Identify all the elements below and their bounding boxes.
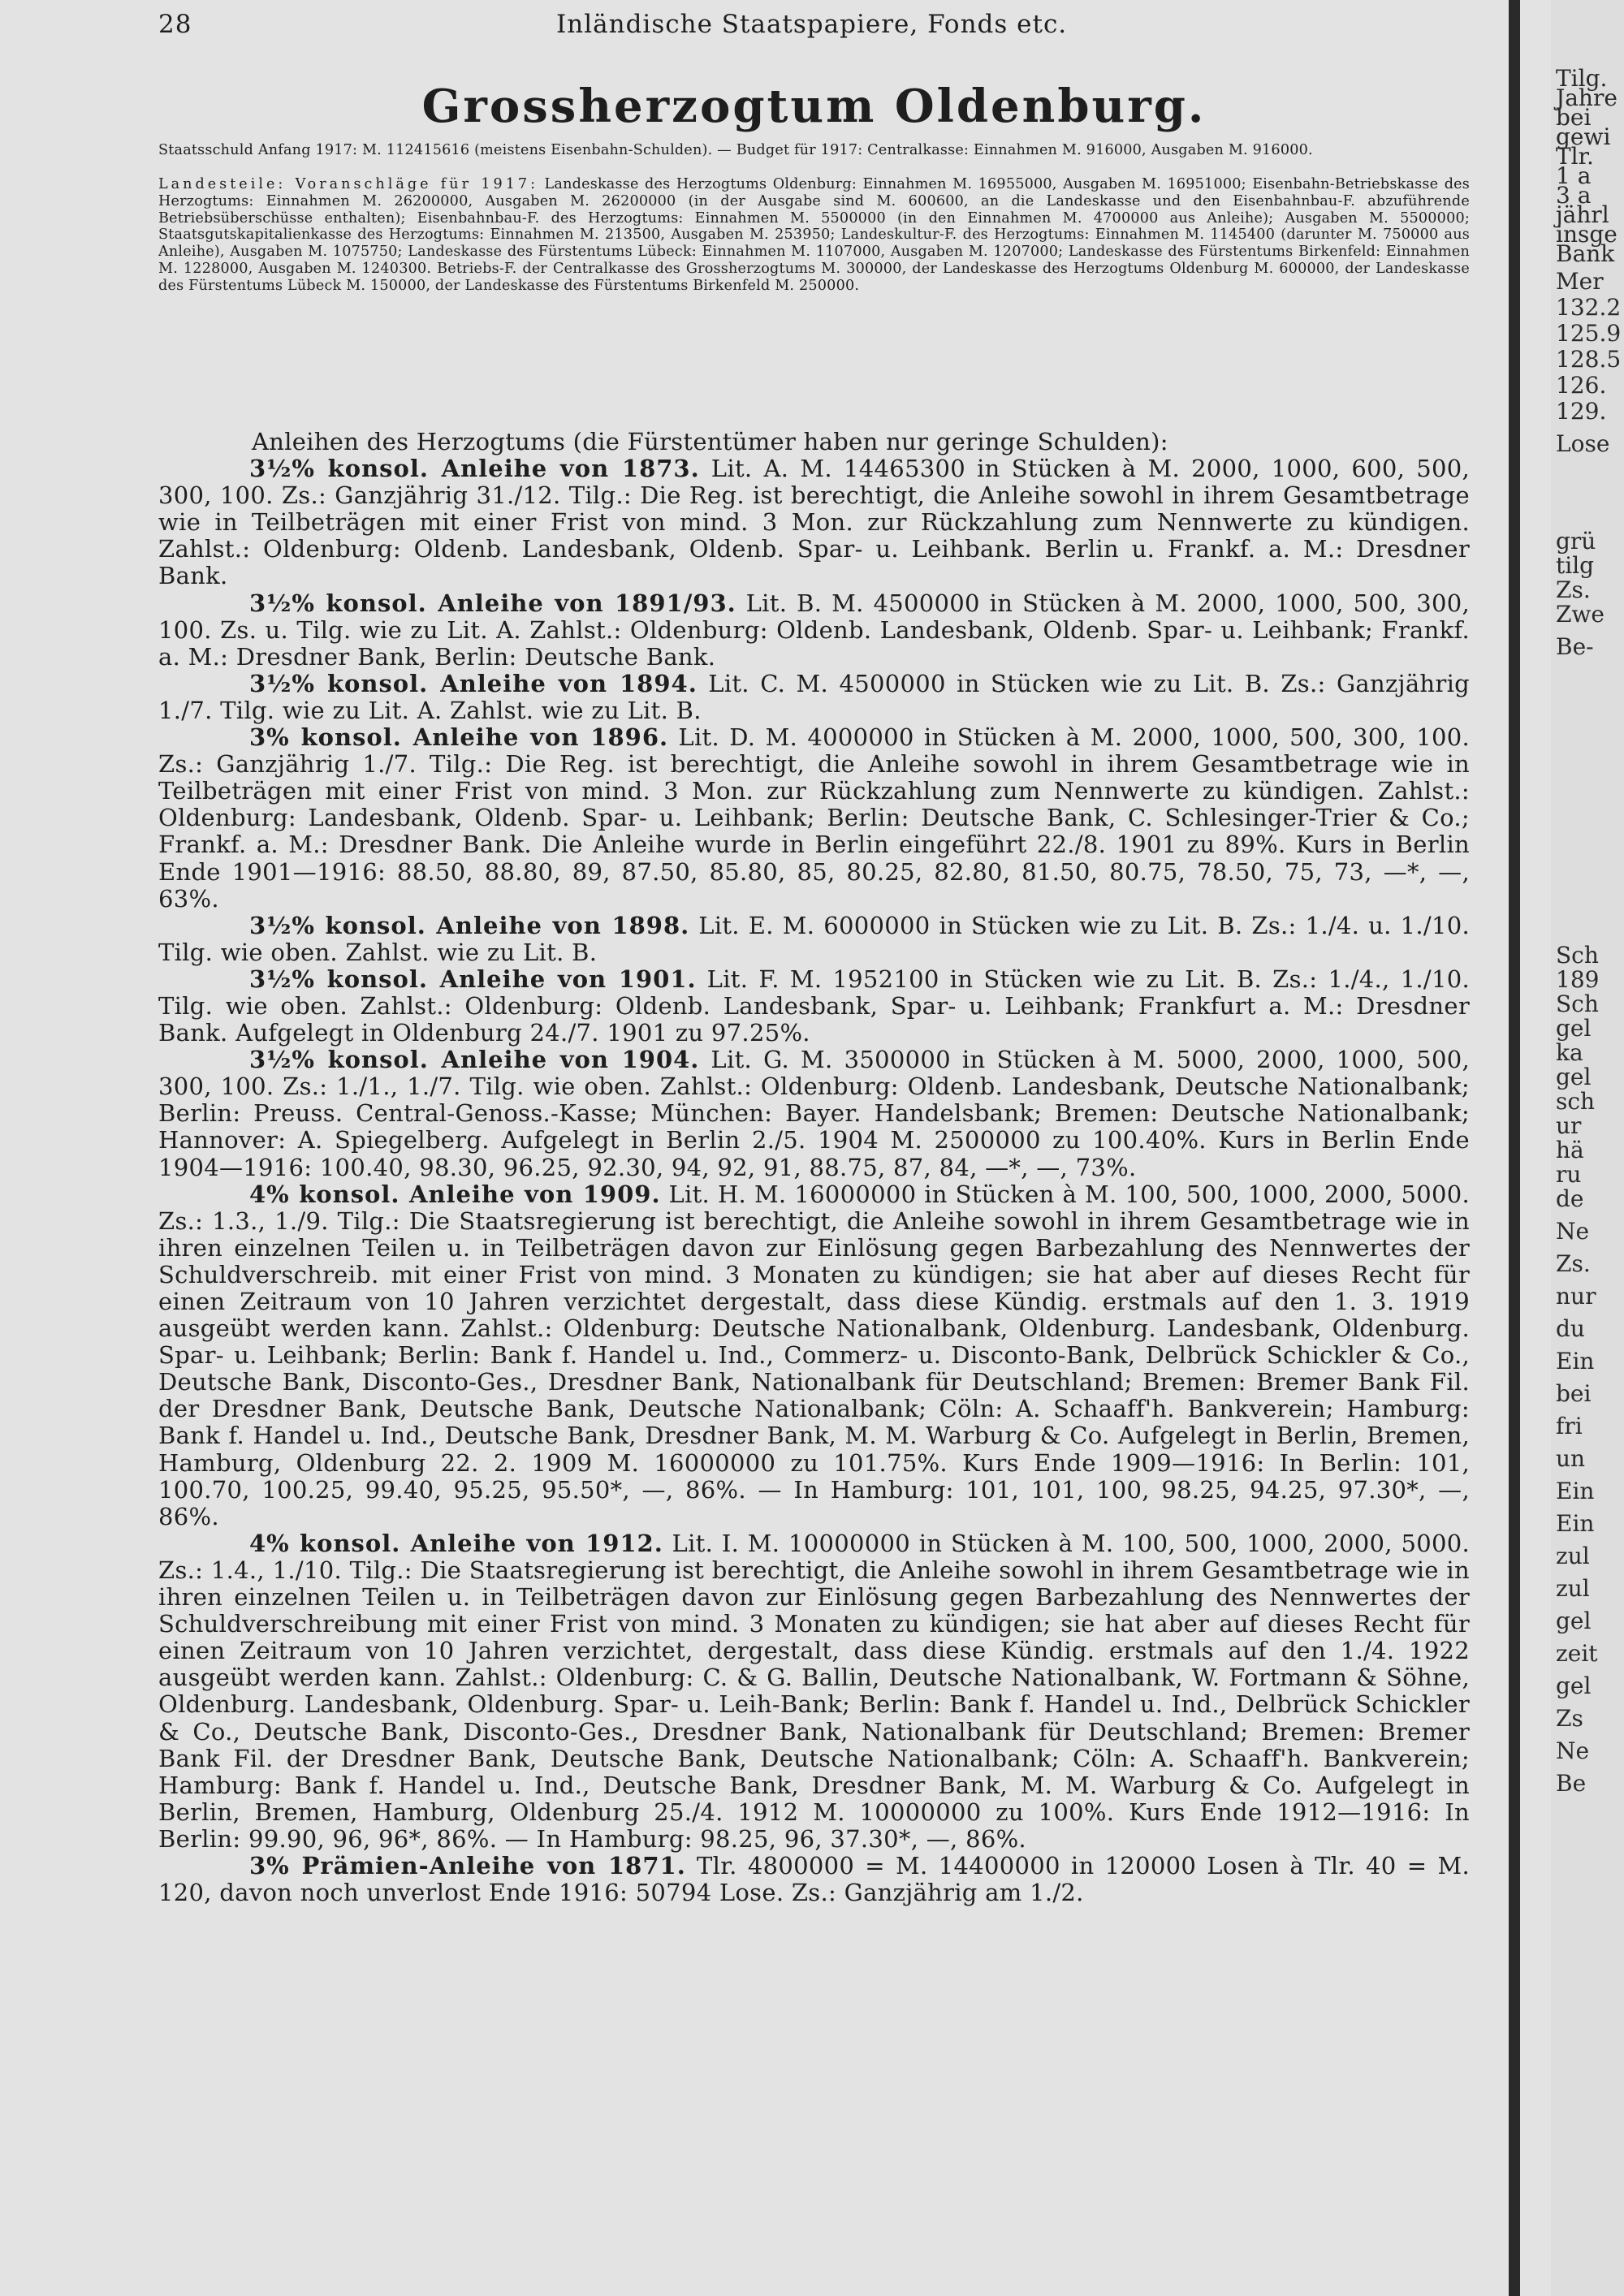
adjacent-page-fragment: 189 — [1556, 966, 1600, 993]
loan-entry — [158, 1047, 1470, 1180]
adjacent-page-fragment: grü — [1556, 528, 1596, 555]
loans-intro: Anleihen des Herzogtums (die Fürstentümer haben nur geringe Schulden): — [252, 428, 1168, 455]
adjacent-page-fragment: zul — [1556, 1543, 1590, 1569]
loan-text: Tlr. 4800000 = M. 14400000 in 120000 Losen à Tlr. 40 = M. 120, davon noch unverlost Ende 1916: 50794 Lose. Zs.: Ganzjährig am 1./2. — [158, 1851, 1470, 1907]
loan-text: Lit. G. M. 3500000 in Stücken à M. 5000, 2000, 1000, 500, 300, 100. Zs.: 1./1., 1./7. Tilg. wie oben. Zahlst.: Oldenburg: Oldenb. Landesbank, Deutsche Nationalbank; Berlin: Preuss. Central-Genoss.-Kasse; München: Bayer. Handelsbank; Bremen: Deutsche Nationalbank; Hannover: A. Spiegelberg. Aufgelegt in Berlin 2./5. 1904 M. 2500000 zu 100.40%. Kurs in Berlin Ende 1904—1916: 100.40, 98.30, 96.25, 92.30, 94, 92, 91, 88.75, 87, 84, —*, —, 73%. — [158, 1046, 1470, 1181]
section-title: Grossherzogtum Oldenburg. — [421, 80, 1207, 133]
loan-entry — [158, 913, 1470, 966]
loan-text: Lit. C. M. 4500000 in Stücken wie zu Lit. B. Zs.: Ganzjährig 1./7. Tilg. wie zu Lit. A. Zahlst. wie zu Lit. B. — [158, 669, 1470, 724]
adjacent-page-fragment: hä — [1556, 1137, 1584, 1163]
adjacent-page-fragment: 129. — [1556, 398, 1607, 425]
adjacent-page-fragment: ka — [1556, 1039, 1583, 1066]
adjacent-page-fragment: Sch — [1556, 942, 1599, 969]
adjacent-page-fragment: zul — [1556, 1575, 1590, 1602]
adjacent-page-fragment: bei — [1556, 104, 1592, 131]
adjacent-page-fragment: Ne — [1556, 1737, 1590, 1764]
loan-text: Lit. F. M. 1952100 in Stücken wie zu Lit. B. Zs.: 1./4., 1./10. Tilg. wie oben. Zahlst.: Oldenburg: Oldenb. Landesbank, Spar- u. Leihbank; Frankfurt a. M.: Dresdner Bank. Aufgelegt in Oldenburg 24./7. 1901 zu 97.25%. — [158, 965, 1470, 1047]
adjacent-page-fragment: Jahre — [1556, 84, 1618, 111]
adjacent-page-fragment: insge — [1556, 221, 1618, 248]
loan-entry — [158, 455, 1470, 589]
loan-title: 3½% konsol. Anleihe von 1901. — [249, 965, 697, 993]
loan-title: 3½% konsol. Anleihe von 1891/93. — [249, 589, 736, 617]
loan-text: Lit. H. M. 16000000 in Stücken à M. 100, 500, 1000, 2000, 5000. Zs.: 1.3., 1./9. Tilg.: Die Staatsregierung ist berechtigt, die Anleihe sowohl in ihrem Gesamtbetrage wie in ihren einzelnen Teilen u. in Teilbeträgen davon zur Einlösung gegen Barbezahlung des Nennwertes der Schuldverschreib. mit einer Frist von mind. 3 Monaten zu kündigen; sie hat aber auf dieses Recht für einen Zeitraum von 10 Jahren verzichtet dergestalt, dass diese Kündig. erstmals auf den 1. 3. 1919 ausgeübt werden kann. Zahlst.: Oldenburg: Deutsche Nationalbank, Oldenburg. Landesbank, Oldenburg. Spar- u. Leihbank; Berlin: Bank f. Handel u. Ind., Commerz- u. Disconto-Bank, Delbrück Schickler & Co., Deutsche Bank, Disconto-Ges., Dresdner Bank, Nationalbank für Deutschland; Bremen: Bremer Bank Fil. der Dresdner Bank, Deutsche Bank, Deutsche Nationalbank; Cöln: A. Schaaff'h. Bankverein; Hamburg: Bank f. Handel u. Ind., Deutsche Bank, Dresdner Bank, M. M. Warburg & Co. Aufgelegt in Berlin, Bremen, Hamburg, Oldenburg 22. 2. 1909 M. 16000000 zu 101.75%. Kurs Ende 1909—1916: In Berlin: 101, 100.70, 100.25, 99.40, 95.25, 95.50*, —, 86%. — In Hamburg: 101, 101, 100, 98.25, 94.25, 97.30*, —, 86%. — [158, 1180, 1470, 1530]
budget-paragraph: Staatsschuld Anfang 1917: M. 112415616 (meistens Eisenbahn-Schulden). — Budget für 1917: Centralkasse: Einnahmen M. 916000, Ausgaben M. 916000. — [158, 142, 1313, 158]
loan-title: 3½% konsol. Anleihe von 1904. — [249, 1046, 700, 1074]
adjacent-page-fragment: Tilg. — [1556, 65, 1608, 92]
loan-text: Lit. A. M. 14465300 in Stücken à M. 2000, 1000, 600, 500, 300, 100. Zs.: Ganzjährig 31./12. Tilg.: Die Reg. ist berechtigt, die Anleihe sowohl in ihrem Gesamtbetrage wie in Teilbeträgen mit einer Frist von mind. 3 Mon. zur Rückzahlung zum Nennwerte zu kündigen. Zahlst.: Oldenburg: Oldenb. Landesbank, Oldenb. Spar- u. Leihbank. Berlin u. Frankf. a. M.: Dresdner Bank. — [158, 455, 1470, 590]
adjacent-page-fragment: nur — [1556, 1283, 1596, 1310]
page-gutter — [1509, 0, 1520, 2296]
loan-entry — [158, 1853, 1470, 1906]
loan-text: Lit. E. M. 6000000 in Stücken wie zu Lit. B. Zs.: 1./4. u. 1./10. Tilg. wie oben. Zahlst. wie zu Lit. B. — [158, 911, 1470, 966]
adjacent-page-fragment: un — [1556, 1445, 1586, 1472]
adjacent-page-fragment: 132.2 — [1556, 294, 1622, 321]
adjacent-page-fragment: tilg — [1556, 552, 1595, 579]
adjacent-page-fragment: Ein — [1556, 1348, 1595, 1375]
estimates-paragraph — [158, 176, 1470, 295]
adjacent-page-fragment: Zs. — [1556, 576, 1591, 603]
main-column — [158, 0, 1470, 2296]
adjacent-page-fragment: Ne — [1556, 1218, 1590, 1245]
loan-entry — [158, 590, 1470, 671]
adjacent-page-fragment: Be- — [1556, 633, 1594, 660]
adjacent-page-fragment: Zs. — [1556, 1250, 1591, 1277]
adjacent-page-edge — [1551, 0, 1624, 2296]
adjacent-page-fragment: gel — [1556, 1672, 1592, 1699]
adjacent-page-fragment: 3 a — [1556, 182, 1592, 209]
loan-list — [158, 455, 1470, 1906]
loans-section — [158, 429, 1470, 1906]
adjacent-page-fragment: Be — [1556, 1770, 1587, 1797]
adjacent-page-fragment: ur — [1556, 1112, 1582, 1139]
loan-text: Lit. B. M. 4500000 in Stücken à M. 2000, 1000, 500, 300, 100. Zs. u. Tilg. wie zu Lit. A. Zahlst.: Oldenburg: Oldenb. Landesbank, Oldenb. Spar- u. Leihbank; Frankf. a. M.: Dresdner Bank, Berlin: Deutsche Bank. — [158, 589, 1470, 671]
loan-title: 3½% konsol. Anleihe von 1898. — [249, 911, 690, 939]
adjacent-page-fragment: Tlr. — [1556, 143, 1594, 170]
loan-entry — [158, 966, 1470, 1047]
page-number: 28 — [158, 10, 192, 39]
adjacent-page-fragment: Mer — [1556, 268, 1604, 295]
running-title: Inländische Staatspapiere, Fonds etc. — [556, 10, 1068, 39]
loan-title: 3½% konsol. Anleihe von 1894. — [249, 669, 698, 697]
adjacent-page-fragment: gel — [1556, 1064, 1592, 1090]
adjacent-page-fragment: bei — [1556, 1380, 1592, 1407]
loan-entry — [158, 1530, 1470, 1853]
loan-entry — [158, 724, 1470, 913]
loan-title: 4% konsol. Anleihe von 1912. — [249, 1529, 663, 1557]
estimates-label: Landesteile: Voranschläge für 1917: — [158, 176, 539, 192]
adjacent-page-fragment: gewi — [1556, 123, 1611, 150]
adjacent-page-fragment: 128.5 — [1556, 346, 1622, 373]
loan-title: 3% Prämien-Anleihe von 1871. — [249, 1851, 686, 1880]
adjacent-page-fragment: Zs — [1556, 1705, 1583, 1732]
adjacent-page-fragment: ru — [1556, 1161, 1582, 1188]
loan-text: Lit. D. M. 4000000 in Stücken à M. 2000, 1000, 500, 300, 100. Zs.: Ganzjährig 1./7. Tilg.: Die Reg. ist berechtigt, die Anleihe sowohl in ihrem Gesamtbetrage wie in Teilbeträgen mit einer Frist von mind. 3 Mon. zur Rückzahlung zum Nennwerte zu kündigen. Zahlst.: Oldenburg: Landesbank, Oldenb. Spar- u. Leihbank; Berlin: Deutsche Bank, C. Schlesinger-Trier & Co.; Frankf. a. M.: Dresdner Bank. Die Anleihe wurde in Berlin eingeführt 22./8. 1901 zu 89%. Kurs in Berlin Ende 1901—1916: 88.50, 88.80, 89, 87.50, 85.80, 85, 80.25, 82.80, 81.50, 80.75, 78.50, 75, 73, —*, —, 63%. — [158, 723, 1470, 913]
adjacent-page-fragment: 1 a — [1556, 162, 1592, 189]
loan-title: 3% konsol. Anleihe von 1896. — [249, 723, 669, 752]
page-header — [158, 10, 1470, 42]
adjacent-page-fragment: jährl — [1556, 201, 1609, 228]
adjacent-page-fragment: zeit — [1556, 1640, 1598, 1667]
adjacent-page-fragment: Ein — [1556, 1478, 1595, 1504]
estimates-text: Landeskasse des Herzogtums Oldenburg: Einnahmen M. 16955000, Ausgaben M. 16951000; Eisenbahn-Betriebskasse des Herzogtums: Einnahmen M. 26200000, Ausgaben M. 26200000 (in der Ausgabe sind M. 600600, an die Landeskasse und den Eisenbahnbau-F. abzuführende Betriebsüberschüsse enthalten); Eisenbahnbau-F. des Herzogtums: Einnahmen M. 5500000 (in den Einnahmen M. 4700000 aus Anleihe); Ausgaben M. 5500000; Staatsgutskapitalienkasse des Herzogtums: Einnahmen M. 213500, Ausgaben M. 253950; Landeskultur-F. des Herzogtums: Einnahmen M. 1145400 (darunter M. 750000 aus Anleihe), Ausgaben M. 1075750; Landeskasse des Fürstentums Lübeck: Einnahmen M. 1107000, Ausgaben M. 1207000; Landeskasse des Fürstentums Birkenfeld: Einnahmen M. 1228000, Ausgaben M. 1240300. Betriebs-F. der Centralkasse des Grossherzogtums M. 300000, der Landeskasse des Herzogtums Oldenburg M. 600000, der Landeskasse des Fürstentums Lübeck M. 150000, der Landeskasse des Fürstentums Birkenfeld M. 250000. — [158, 176, 1470, 294]
adjacent-page-fragment: Ein — [1556, 1510, 1595, 1537]
loan-text: Lit. I. M. 10000000 in Stücken à M. 100, 500, 1000, 2000, 5000. Zs.: 1.4., 1./10. Tilg.: Die Staatsregierung ist berechtigt, die Anleihe sowohl in ihrem Gesamtbetrage wie in ihren einzelnen Teilen u. in Teilbeträgen davon zur Einlösung gegen Barbezahlung des Nennwertes der Schuldverschreibung mit einer Frist von mind. 3 Monaten zu kündigen; sie hat aber auf dieses Recht für einen Zeitraum von 10 Jahren verzichtet, dergestalt, dass diese Kündig. erstmals auf den 1./4. 1922 ausgeübt werden kann. Zahlst.: Oldenburg: C. & G. Ballin, Deutsche Nationalbank, W. Fortmann & Söhne, Oldenburg. Landesbank, Oldenburg. Spar- u. Leih-Bank; Berlin: Bank f. Handel u. Ind., Delbrück Schickler & Co., Deutsche Bank, Disconto-Ges., Dresdner Bank, Nationalbank für Deutschland; Bremen: Bremer Bank Fil. der Dresdner Bank, Deutsche Bank, Deutsche Nationalbank; Cöln: A. Schaaff'h. Bankverein; Hamburg: Bank f. Handel u. Ind., Deutsche Bank, Dresdner Bank, M. M. Warburg & Co. Aufgelegt in Berlin, Bremen, Hamburg, Oldenburg 25./4. 1912 M. 10000000 zu 100%. Kurs Ende 1912—1916: In Berlin: 99.90, 96, 96*, 86%. — In Hamburg: 98.25, 96, 37.30*, —, 86%. — [158, 1529, 1470, 1853]
adjacent-page-fragment: sch — [1556, 1088, 1596, 1115]
loan-entry — [158, 1181, 1470, 1530]
adjacent-page-fragment: Sch — [1556, 990, 1599, 1017]
loan-title: 4% konsol. Anleihe von 1909. — [249, 1180, 661, 1208]
adjacent-page-fragment: fri — [1556, 1413, 1583, 1439]
adjacent-page-fragment: Zwe — [1556, 601, 1605, 628]
adjacent-page-fragment: du — [1556, 1315, 1585, 1342]
adjacent-page-fragment: gel — [1556, 1608, 1592, 1634]
adjacent-page-fragment: Bank — [1556, 240, 1615, 267]
adjacent-page-fragment: gel — [1556, 1015, 1592, 1042]
loan-entry — [158, 671, 1470, 724]
adjacent-page-fragment: 125.9 — [1556, 320, 1622, 347]
adjacent-page-fragment: de — [1556, 1185, 1584, 1212]
adjacent-page-fragment: Lose — [1556, 430, 1610, 457]
adjacent-page-fragment: 126. — [1556, 372, 1607, 399]
loan-title: 3½% konsol. Anleihe von 1873. — [249, 455, 700, 483]
